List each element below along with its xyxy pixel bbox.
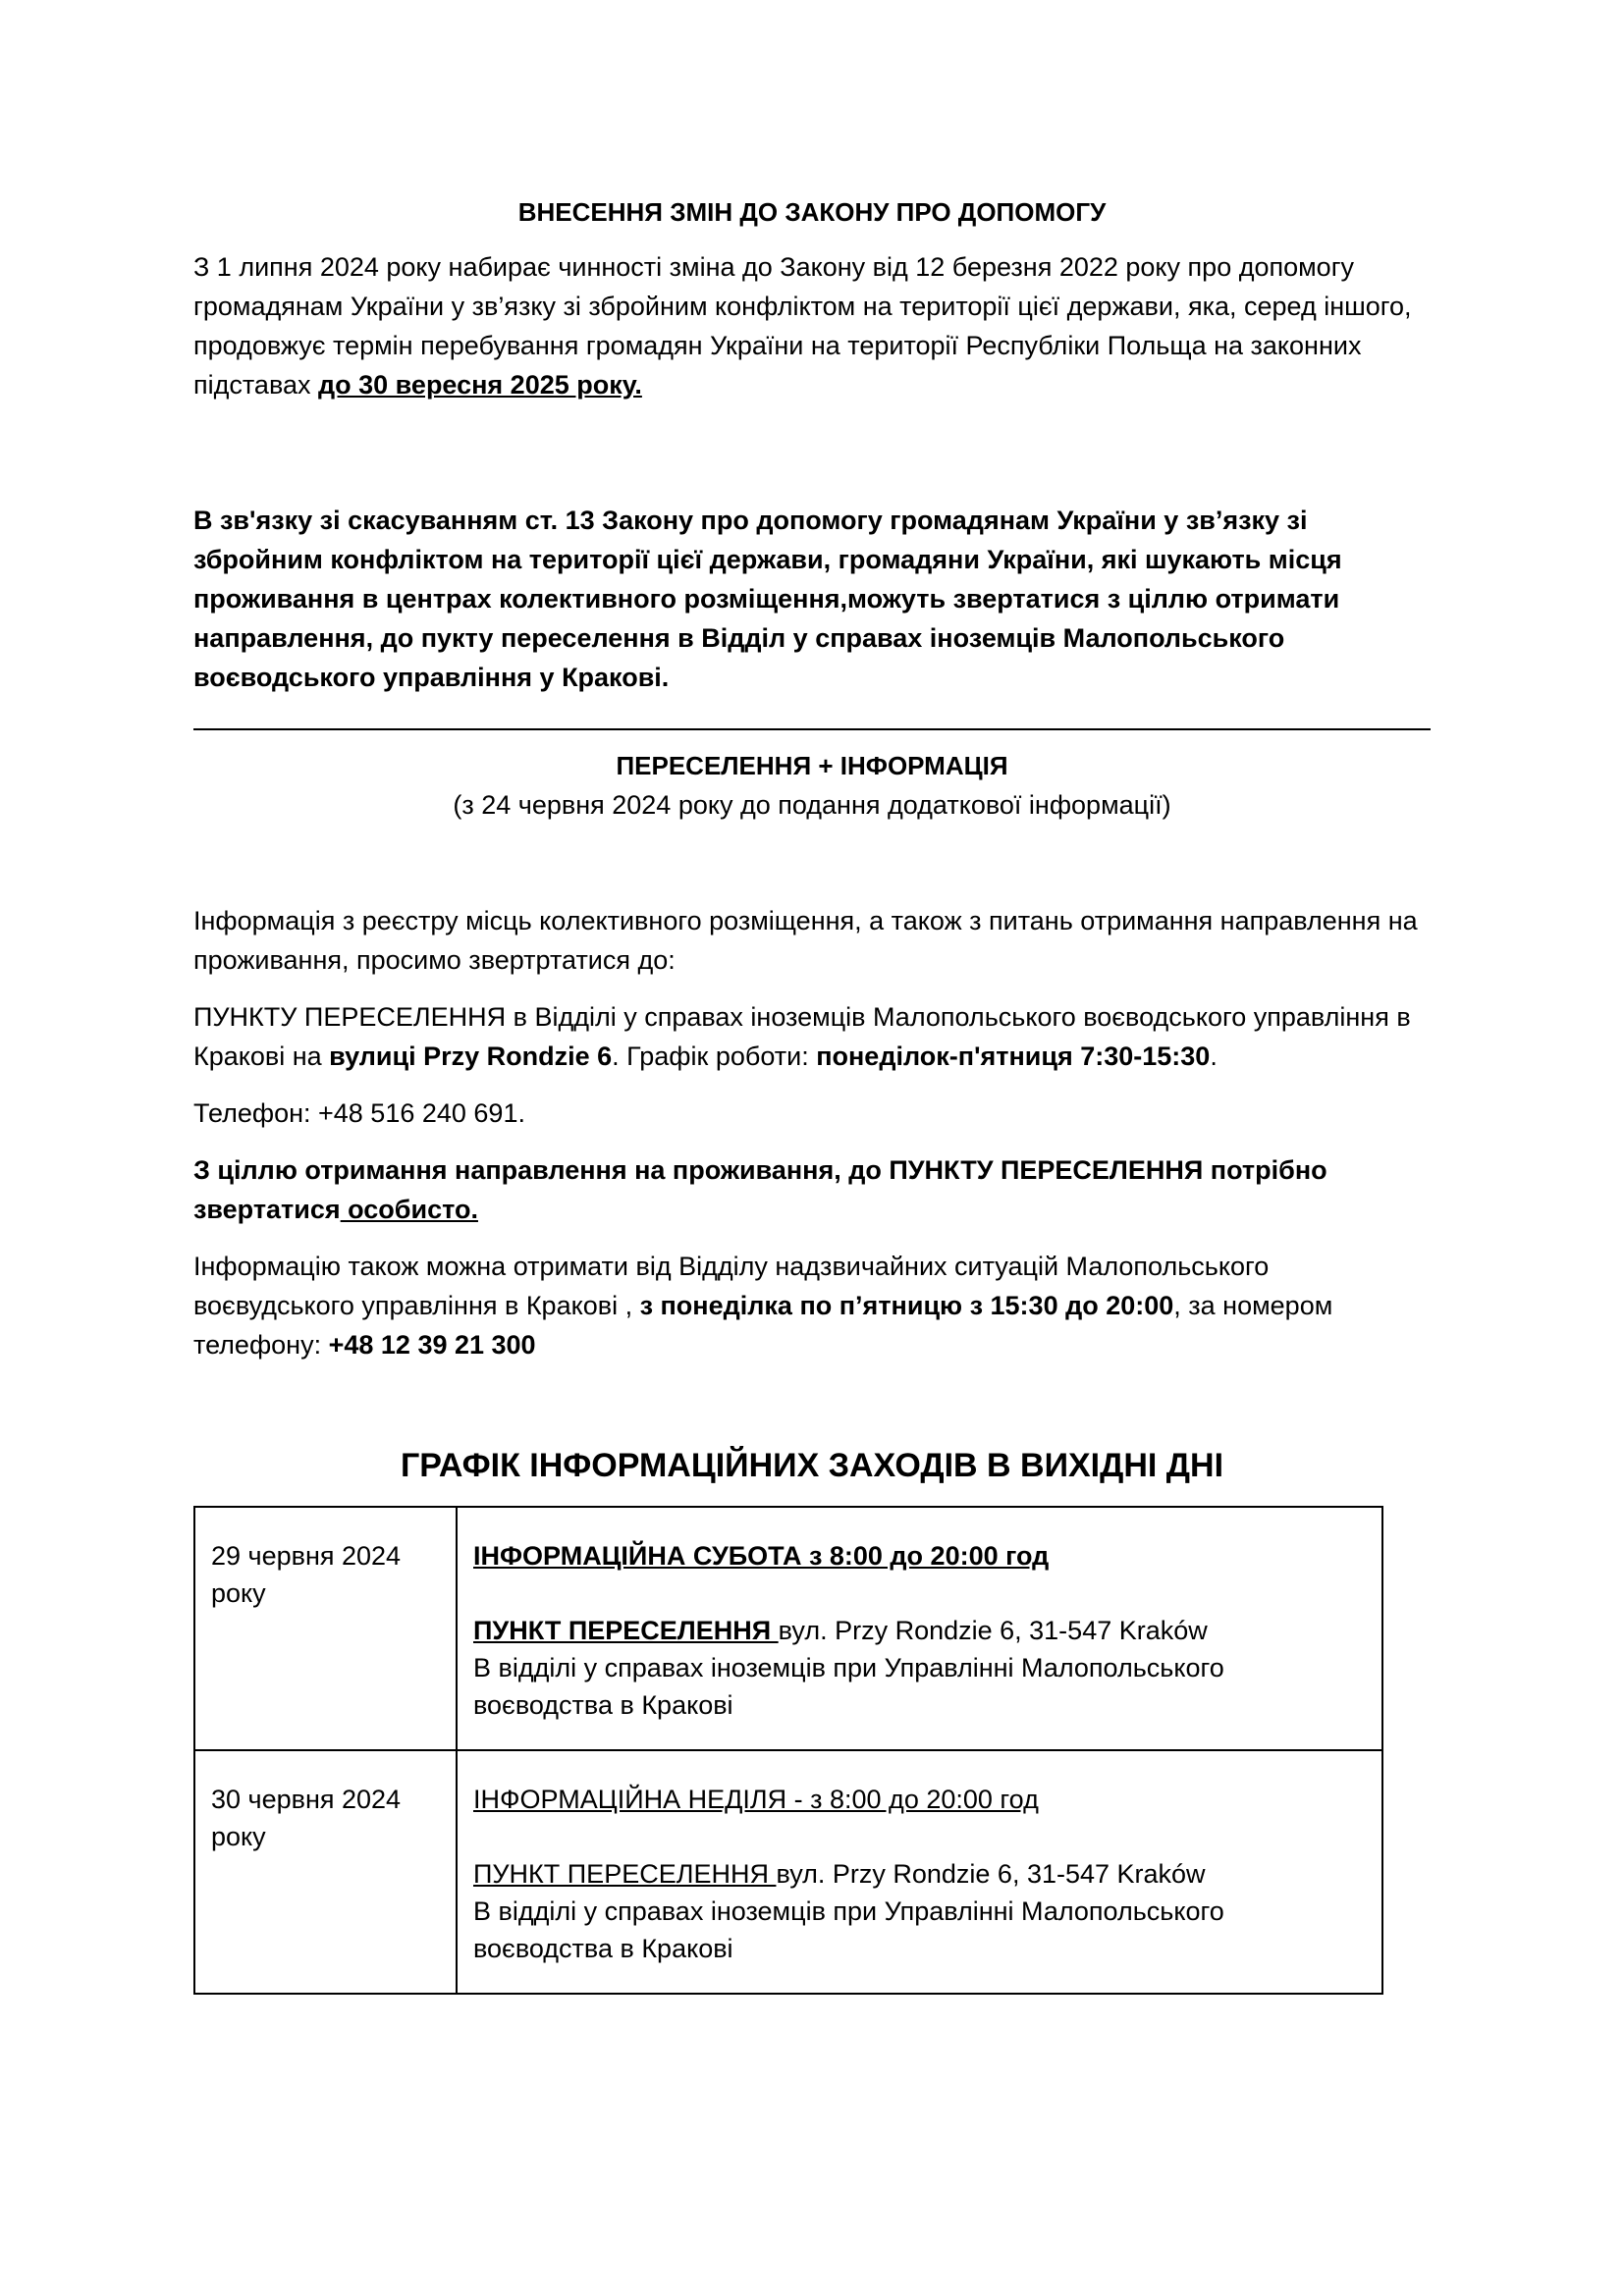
table-row (194, 1750, 1382, 1994)
schedule-date-cell: 30 червня 2024 року (194, 1750, 457, 1994)
relocation-title: ПЕРЕСЕЛЕННЯ + ІНФОРМАЦІЯ (616, 751, 1008, 780)
in-person-text: З ціллю отримання направлення на проживання, до ПУНКТУ ПЕРЕСЕЛЕННЯ потрібно звертатися (193, 1155, 1327, 1224)
emergency-phone: +48 12 39 21 300 (328, 1330, 536, 1360)
relocation-point-text-3: . (1210, 1041, 1218, 1071)
law-change-intro (193, 247, 1431, 404)
schedule-event: ІНФОРМАЦІЙНА НЕДІЛЯ - з 8:00 до 20:00 год (473, 1785, 1039, 1814)
in-person-notice (193, 1150, 1431, 1229)
emergency-hours: з понеділка по п’ятницю з 15:30 до 20:00 (639, 1291, 1174, 1320)
schedule-address: вул. Przy Rondzie 6, 31-547 Kraków (776, 1859, 1206, 1889)
relocation-subtitle: (з 24 червня 2024 року до подання додаткової інформації) (453, 790, 1171, 820)
schedule-point-label: ПУНКТ ПЕРЕСЕЛЕННЯ (473, 1859, 777, 1889)
relocation-point-text-2: . Графік роботи: (612, 1041, 817, 1071)
law-change-deadline: до 30 вересня 2025 року. (318, 370, 642, 400)
schedule-details-cell (457, 1750, 1382, 1994)
schedule-address: вул. Przy Rondzie 6, 31-547 Kraków (778, 1616, 1208, 1645)
schedule-location (473, 1612, 1366, 1649)
schedule-department: В відділі у справах іноземців при Управлінні Малопольського воєводства в Кракові (473, 1896, 1224, 1963)
schedule-event: ІНФОРМАЦІЙНА СУБОТА з 8:00 до 20:00 год (473, 1541, 1050, 1571)
law-change-title: ВНЕСЕННЯ ЗМІН ДО ЗАКОНУ ПРО ДОПОМОГУ (517, 197, 1107, 227)
schedule-date-cell: 29 червня 2024 року (194, 1507, 457, 1750)
emergency-text-2: , за номером телефону: (193, 1291, 1333, 1360)
schedule-location (473, 1855, 1366, 1893)
relocation-point-paragraph (193, 997, 1431, 1076)
in-person-underlined: особисто. (340, 1195, 478, 1224)
weekend-schedule-title: ГРАФІК ІНФОРМАЦІЙНИХ ЗАХОДІВ В ВИХІДНІ ДНІ (400, 1447, 1224, 1484)
emergency-text-1: Інформацію також можна отримати від Відділу надзвичайних ситуацій Малопольського воєвудського управління в Кракові , (193, 1252, 1270, 1320)
relocation-phone: Телефон: +48 516 240 691. (193, 1098, 525, 1128)
law-change-repeal-notice: В зв'язку зі скасуванням ст. 13 Закону про допомогу громадянам України у зв’язку зі збройним конфліктом на території цієї держави, громадяни України, які шукають місця проживання в центрах колективного розміщення,можуть звертатися з ціллю отримати направлення, до пукту переселення в Відділ у справах іноземців Малопольського воєводського управління у Кракові. (193, 506, 1342, 692)
weekend-schedule-table (193, 1506, 1383, 1995)
registry-info-paragraph: Інформація з реєстру місць колективного розміщення, а також з питань отримання направлення на проживання, просимо звертртатися до: (193, 906, 1418, 975)
relocation-point-street: вулиці Przy Rondzie 6 (329, 1041, 613, 1071)
document-page (193, 192, 1431, 1995)
relocation-point-text-1: ПУНКТУ ПЕРЕСЕЛЕННЯ в Відділі у справах іноземців Малопольського воєводського управління в Кракові на (193, 1002, 1411, 1071)
schedule-point-label: ПУНКТ ПЕРЕСЕЛЕННЯ (473, 1616, 779, 1645)
law-change-intro-text: З 1 липня 2024 року набирає чинності зміна до Закону від 12 березня 2022 року про допомогу громадянам України у зв’язку зі збройним конфліктом на території цієї держави, яка, серед іншого, продовжує термін перебування громадян України на території Республіки Польща на законних підставах (193, 252, 1412, 400)
table-row (194, 1507, 1382, 1750)
relocation-point-hours: понеділок-п'ятниця 7:30-15:30 (816, 1041, 1211, 1071)
emergency-info-paragraph (193, 1247, 1431, 1364)
schedule-details-cell (457, 1507, 1382, 1750)
schedule-department: В відділі у справах іноземців при Управлінні Малопольського воєводства в Кракові (473, 1653, 1224, 1720)
section-divider (193, 728, 1431, 730)
